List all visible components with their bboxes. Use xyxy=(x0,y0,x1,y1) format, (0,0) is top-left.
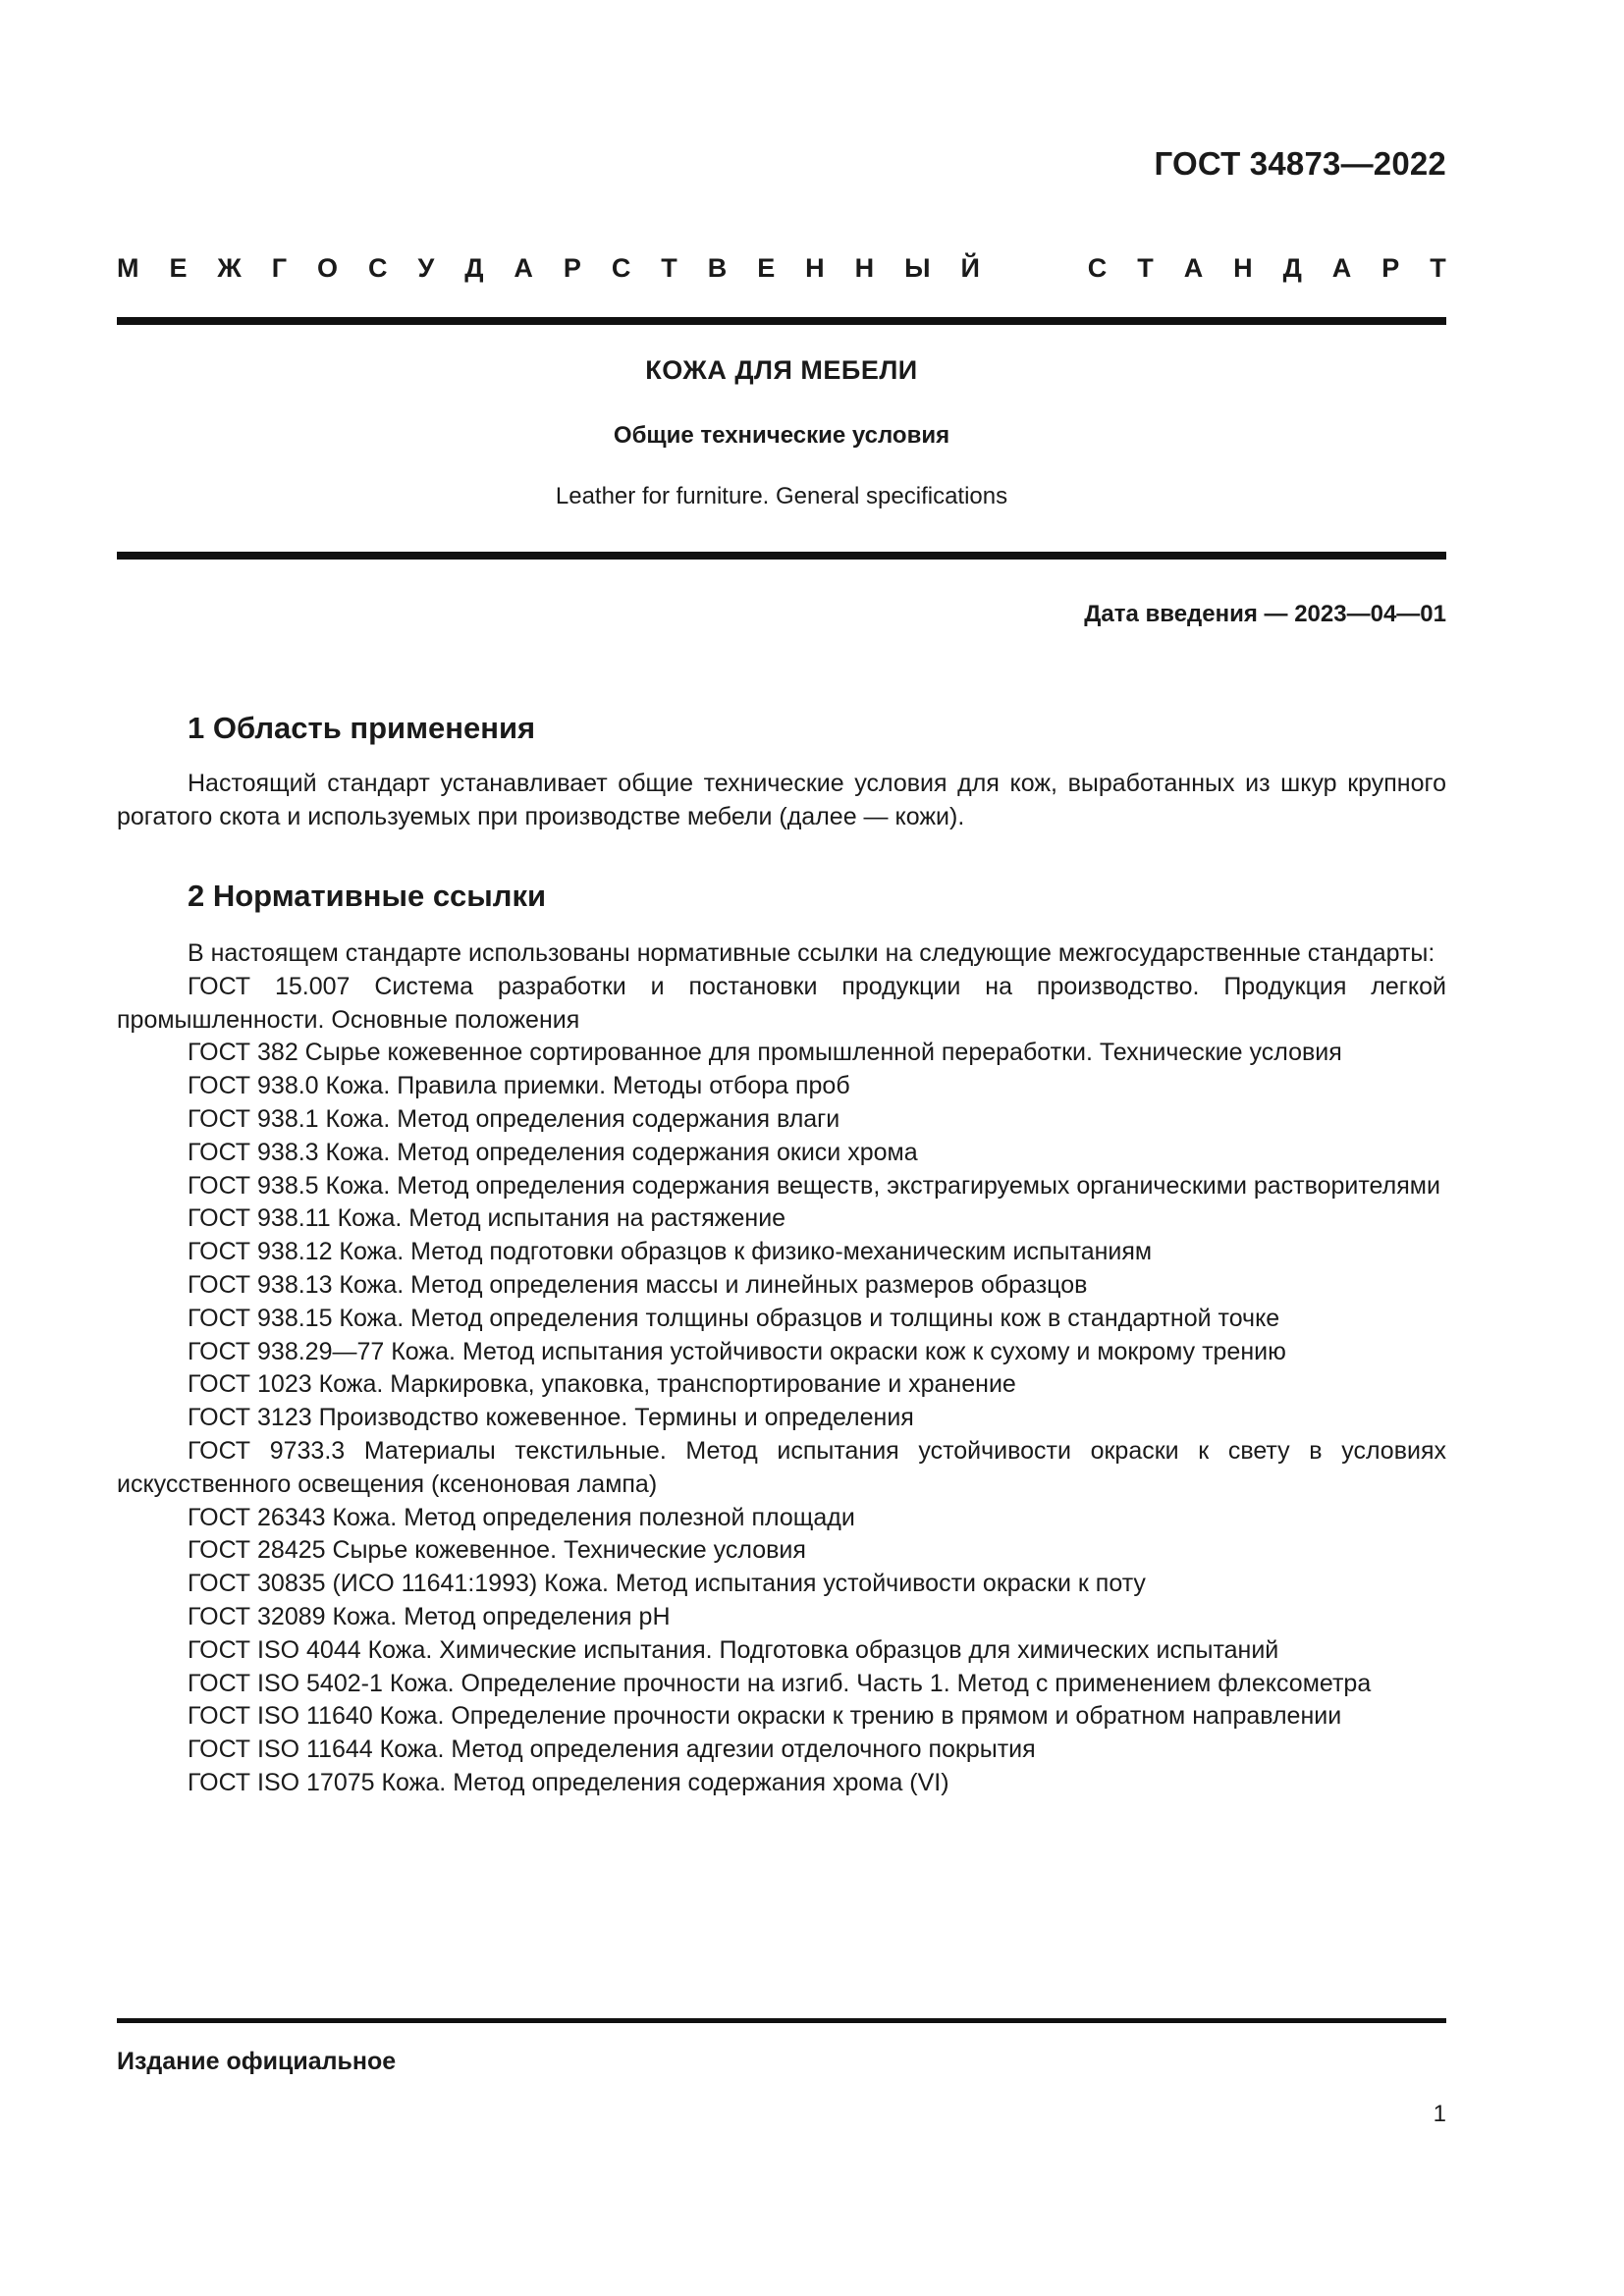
banner-letter: Р xyxy=(1381,253,1400,283)
reference-item: ГОСТ 1023 Кожа. Маркировка, упаковка, транспортирование и хранение xyxy=(188,1370,1016,1399)
banner-letter: Н xyxy=(805,253,825,283)
banner-letter: А xyxy=(1183,253,1204,283)
reference-item: ГОСТ 28425 Сырье кожевенное. Технические условия xyxy=(188,1536,806,1565)
reference-item: ГОСТ 938.11 Кожа. Метод испытания на растяжение xyxy=(188,1204,786,1233)
banner-letter: Т xyxy=(1430,253,1446,283)
reference-item: ГОСТ 32089 Кожа. Метод определения pH xyxy=(188,1602,671,1630)
document-subtitle: Общие технические условия xyxy=(613,422,950,449)
banner-word-gap xyxy=(1010,250,1057,286)
reference-item: ГОСТ 938.5 Кожа. Метод определения содержания веществ, экстрагируемых органическими растворителями xyxy=(188,1171,1440,1200)
footer-divider xyxy=(117,2018,1446,2023)
reference-item: ГОСТ 938.29—77 Кожа. Метод испытания устойчивости окраски кож к сухому и мокрому трению xyxy=(188,1337,1286,1365)
section-1-heading: 1 Область применения xyxy=(188,711,536,745)
reference-item: ГОСТ 938.0 Кожа. Правила приемки. Методы отбора проб xyxy=(188,1072,850,1100)
banner-letter: А xyxy=(514,253,533,283)
document-number: ГОСТ 34873—2022 xyxy=(1154,145,1446,182)
banner-letter: Ж xyxy=(217,253,242,283)
banner-letter: С xyxy=(611,253,631,283)
section-1-body xyxy=(117,768,1446,834)
document-title: КОЖА ДЛЯ МЕБЕЛИ xyxy=(645,355,918,385)
banner-letter: Г xyxy=(271,253,288,283)
header-divider xyxy=(117,317,1446,325)
reference-item: ГОСТ 938.12 Кожа. Метод подготовки образцов к физико-механическим испытаниям xyxy=(188,1238,1153,1266)
reference-item: ГОСТ ISO 17075 Кожа. Метод определения содержания хрома (VI) xyxy=(188,1768,949,1796)
reference-item: ГОСТ 938.1 Кожа. Метод определения содержания влаги xyxy=(188,1104,840,1133)
banner-letter: А xyxy=(1331,253,1352,283)
document-page xyxy=(117,0,1446,2296)
standard-banner xyxy=(117,250,1446,286)
introduction-date: Дата введения — 2023—04—01 xyxy=(1084,601,1446,627)
banner-letter: В xyxy=(707,253,728,283)
banner-letter: Д xyxy=(1282,253,1302,283)
paragraph: В настоящем стандарте использованы нормативные ссылки на следующие межгосударственные стандарты: xyxy=(188,939,1435,967)
paragraph: Настоящий стандарт устанавливает общие технические условия для кож, выработанных из шкур крупного рогатого скота и используемых при производстве мебели (далее — кожи). xyxy=(117,770,1446,830)
reference-item: ГОСТ 26343 Кожа. Метод определения полезной площади xyxy=(188,1503,855,1531)
banner-letter: Р xyxy=(563,253,581,283)
page-number: 1 xyxy=(1433,2101,1446,2127)
section-2-heading: 2 Нормативные ссылки xyxy=(188,879,547,913)
official-edition-label: Издание официальное xyxy=(117,2048,397,2075)
banner-letter: Й xyxy=(960,253,980,283)
banner-letter: Т xyxy=(661,253,677,283)
reference-item: ГОСТ 15.007 Система разработки и постановки продукции на производство. Продукция легкой промышленности. Основные положения xyxy=(117,972,1446,1034)
reference-item: ГОСТ ISO 11640 Кожа. Определение прочности окраски к трению в прямом и обратном направлении xyxy=(188,1702,1342,1731)
reference-item: ГОСТ ISO 11644 Кожа. Метод определения адгезии отделочного покрытия xyxy=(188,1735,1036,1764)
banner-letter: Д xyxy=(464,253,484,283)
reference-item: ГОСТ 9733.3 Материалы текстильные. Метод испытания устойчивости окраски к свету в условиях искусственного освещения (ксеноновая лампа) xyxy=(117,1436,1446,1498)
banner-letter: С xyxy=(368,253,388,283)
reference-item: ГОСТ 938.15 Кожа. Метод определения толщины образцов и толщины кож в стандартной точке xyxy=(188,1304,1280,1332)
reference-item: ГОСТ 30835 (ИСО 11641:1993) Кожа. Метод испытания устойчивости окраски к поту xyxy=(188,1570,1146,1598)
title-divider xyxy=(117,552,1446,560)
banner-letter: Т xyxy=(1137,253,1154,283)
english-title: Leather for furniture. General specifications xyxy=(555,483,1008,509)
reference-item: ГОСТ ISO 5402-1 Кожа. Определение прочности на изгиб. Часть 1. Метод с применением флексометра xyxy=(188,1669,1372,1697)
banner-letter: О xyxy=(317,253,339,283)
banner-letter: Н xyxy=(854,253,875,283)
reference-item: ГОСТ 938.3 Кожа. Метод определения содержания окиси хрома xyxy=(188,1138,918,1166)
reference-item: ГОСТ ISO 4044 Кожа. Химические испытания. Подготовка образцов для химических испытаний xyxy=(188,1635,1279,1664)
banner-letter: Е xyxy=(757,253,776,283)
reference-item: ГОСТ 938.13 Кожа. Метод определения массы и линейных размеров образцов xyxy=(188,1270,1088,1299)
banner-letter: Н xyxy=(1233,253,1253,283)
reference-item: ГОСТ 3123 Производство кожевенное. Термины и определения xyxy=(188,1404,914,1432)
banner-letter: У xyxy=(417,253,435,283)
banner-letter: С xyxy=(1087,253,1108,283)
section-2-body xyxy=(117,937,1446,1800)
banner-letter: М xyxy=(117,253,139,283)
banner-letter: Ы xyxy=(904,253,931,283)
banner-letter: Е xyxy=(169,253,188,283)
reference-item: ГОСТ 382 Сырье кожевенное сортированное для промышленной переработки. Технические условия xyxy=(188,1039,1342,1067)
